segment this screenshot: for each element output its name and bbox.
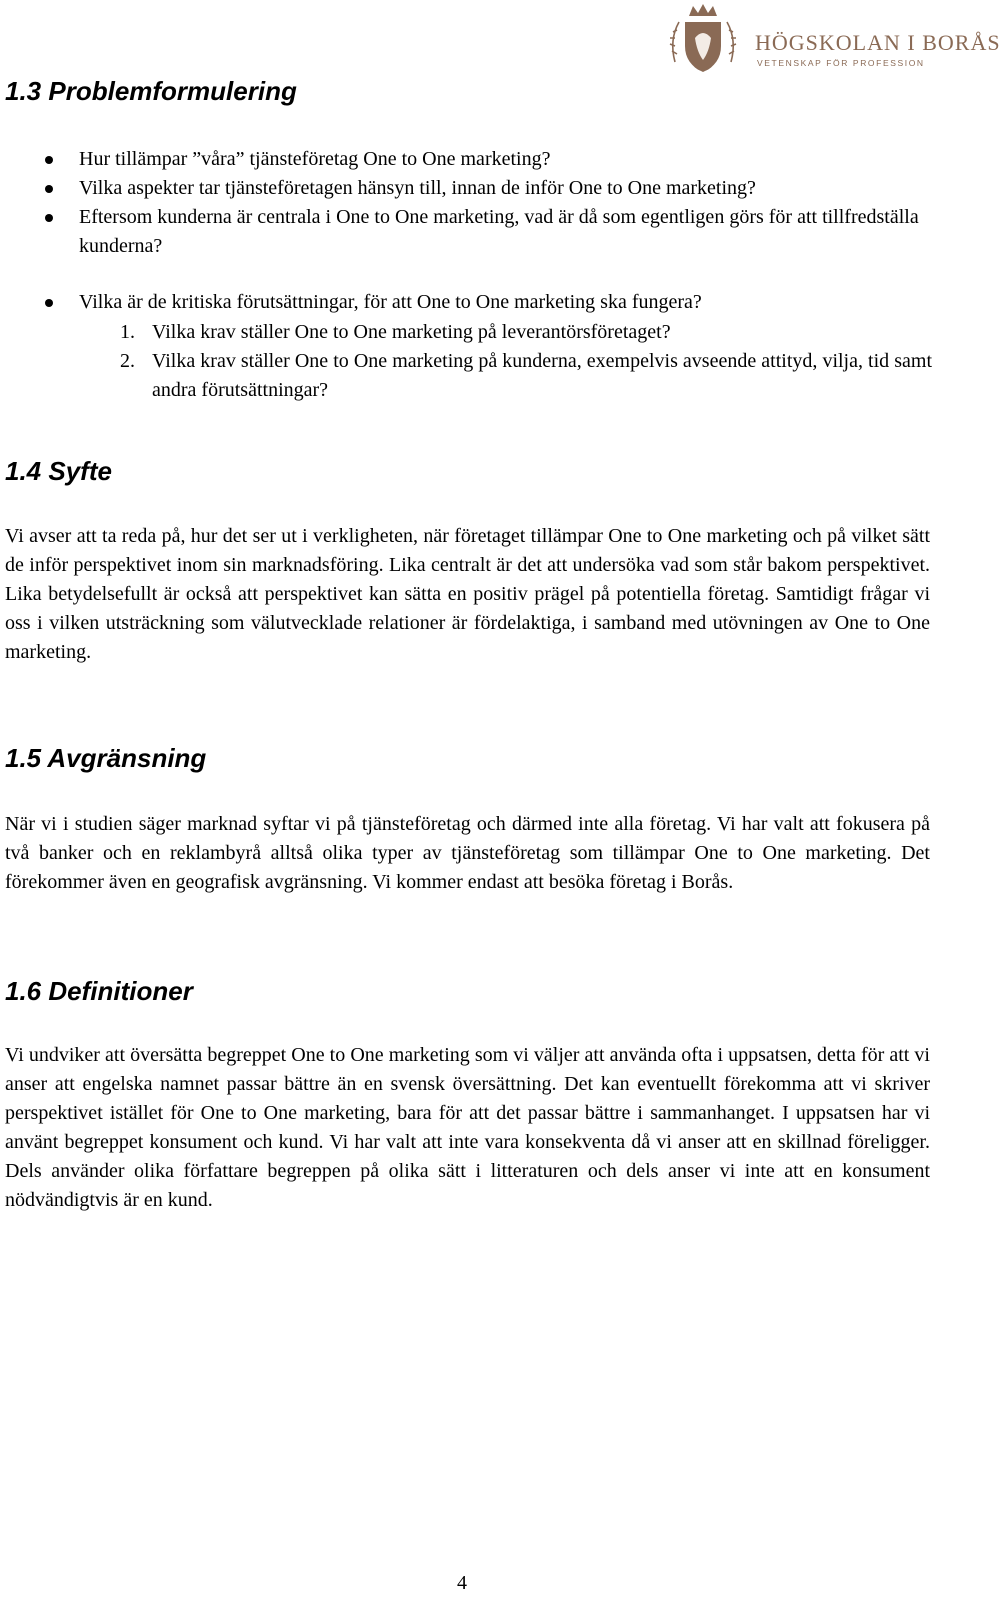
syfte-paragraph: Vi avser att ta reda på, hur det ser ut i verkligheten, när företaget tillämpar One to One marketing och på vilket sätt de inför perspektivet inom sin marknadsföring. Lika centralt är det att undersöka vad som står bakom perspektivet. Lika betydelsefullt är också att perspektivet kan sätta en positiv prägel på potentiella företag. Samtidigt frågar vi oss i vilken utsträckning som välutvecklade relationer är fördelaktiga, i samband med utövningen av One to One marketing. — [5, 525, 930, 663]
numbered-sub-list — [120, 318, 932, 405]
heading-avgransning: 1.5 Avgränsning — [5, 743, 207, 773]
bullet-icon — [45, 156, 53, 164]
numbered-item: 1. Vilka krav ställer One to One marketing på leverantörsföretaget? — [120, 321, 671, 343]
crest-icon — [665, 2, 741, 78]
list-item: Hur tillämpar ”våra” tjänsteföretag One to One marketing? — [45, 145, 935, 174]
page-number: 4 — [457, 1572, 467, 1594]
bullet-icon — [45, 214, 53, 222]
university-logo — [665, 0, 1001, 82]
list-item: Eftersom kunderna är centrala i One to One marketing, vad är då som egentligen görs för att tillfredställa kunderna? — [45, 203, 935, 261]
heading-problemformulering: 1.3 Problemformulering — [5, 76, 297, 106]
bullet-icon — [45, 185, 53, 193]
list-item: Vilka är de kritiska förutsättningar, för att One to One marketing ska fungera? — [45, 288, 935, 317]
avgransning-paragraph: När vi i studien säger marknad syftar vi på tjänsteföretag och därmed inte alla företag. Vi har valt att fokusera på två banker och en reklambyrå alltså olika typer av tjänsteföretag som tillämpar One to One marketing. Det förekommer även en geografisk avgränsning. Vi kommer endast att besöka företag i Borås. — [5, 813, 930, 893]
university-tagline: VETENSKAP FÖR PROFESSION — [757, 58, 925, 68]
heading-definitioner: 1.6 Definitioner — [5, 976, 193, 1006]
question-bullet-list — [45, 145, 935, 317]
bullet-icon — [45, 299, 53, 307]
definitioner-paragraph: Vi undviker att översätta begreppet One to One marketing som vi väljer att använda ofta i uppsatsen, detta för att vi anser att engelska namnet passar bättre än en svensk översättning. Det kan eventuellt förekomma att vi skriver perspektivet istället för One to One marketing, bara för att det passar bättre i sammanhanget. I uppsatsen har vi använt begreppet konsument och kund. Vi har valt att inte vara konsekventa då vi anser att en skillnad föreligger. Dels använder olika författare begreppen på olika sätt i litteraturen och dels anser vi inte att en konsument nödvändigtvis är en kund. — [5, 1044, 930, 1211]
numbered-item: 2. Vilka krav ställer One to One marketing på kunderna, exempelvis avseende attityd, vilja, tid samt andra förutsättningar? — [120, 350, 932, 401]
list-item: Vilka aspekter tar tjänsteföretagen hänsyn till, innan de inför One to One marketing? — [45, 174, 935, 203]
heading-syfte: 1.4 Syfte — [5, 456, 112, 486]
university-name: HÖGSKOLAN I BORÅS — [755, 30, 1001, 55]
